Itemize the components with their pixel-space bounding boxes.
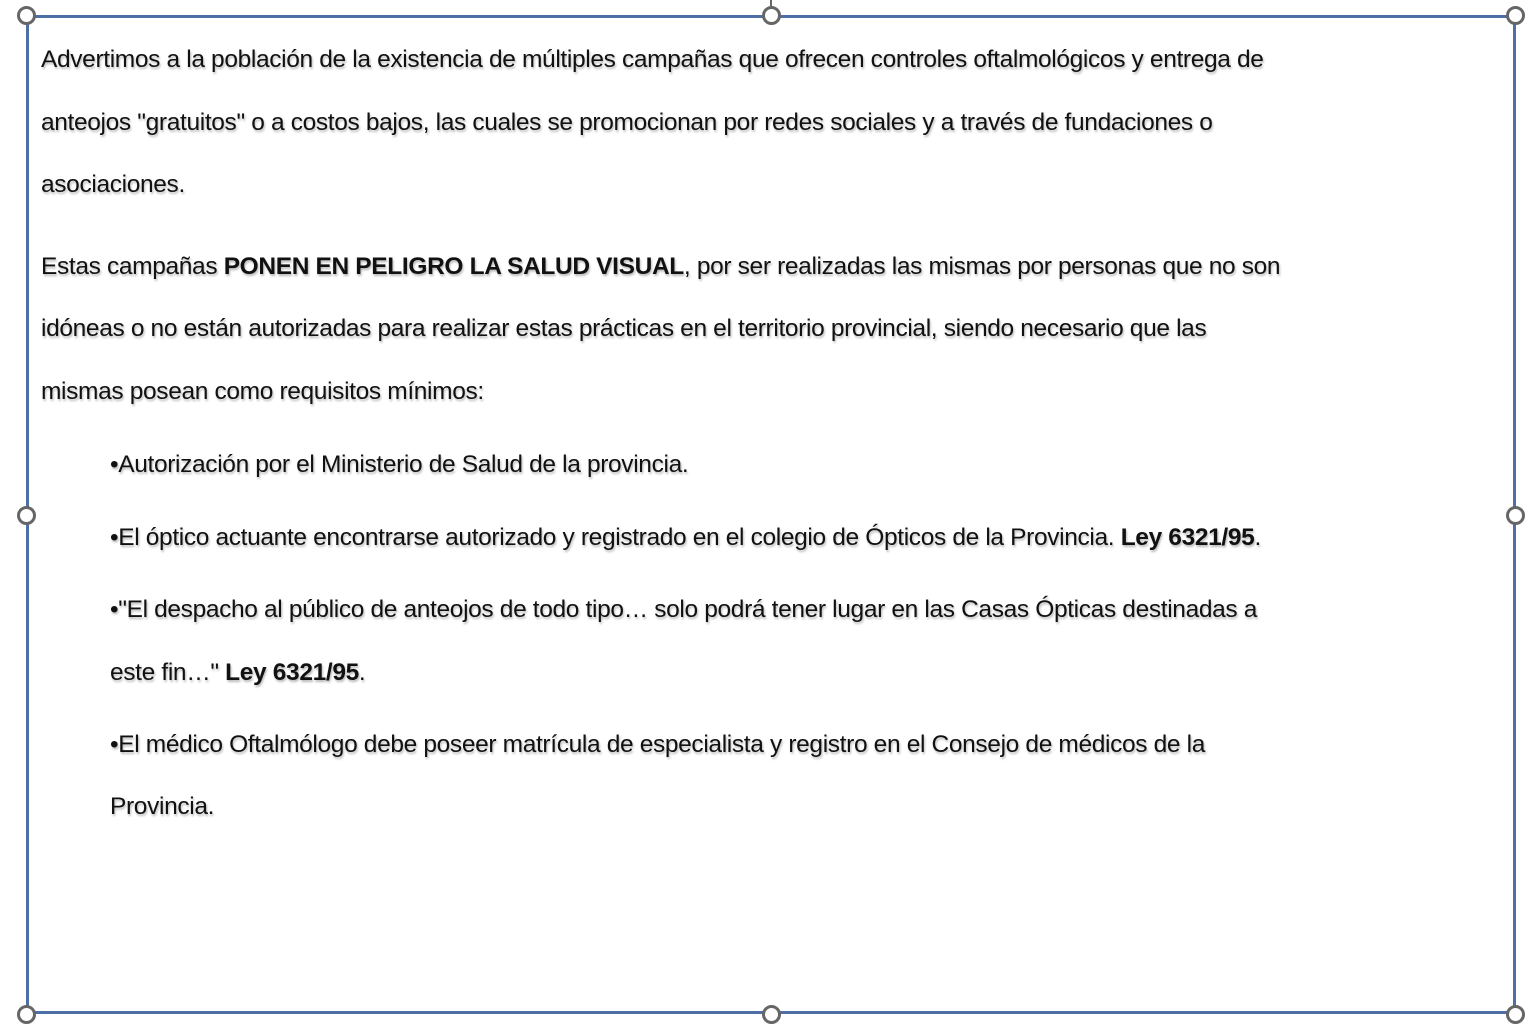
law-reference: Ley 6321/95 (1120, 524, 1255, 551)
text-line (41, 252, 1280, 282)
resize-handle-bottom-left[interactable] (17, 1005, 36, 1024)
resize-handle-top-center[interactable] (762, 6, 781, 25)
list-item (110, 523, 1261, 553)
resize-handle-top-right[interactable] (1506, 6, 1525, 25)
text-line: Provincia. (110, 793, 215, 820)
selected-text-box[interactable] (26, 15, 1516, 1014)
resize-handle-middle-right[interactable] (1506, 506, 1525, 525)
text-run: . (1254, 524, 1261, 551)
text-run: , por ser realizadas las mismas por personas que no son (683, 253, 1281, 280)
resize-handle-bottom-right[interactable] (1506, 1005, 1525, 1024)
text-line: •"El despacho al público de anteojos de todo tipo… solo podrá tener lugar en las Casas Ópticas destinadas a (110, 596, 1258, 623)
text-run: este fin…" (110, 659, 226, 686)
text-run: . (358, 659, 366, 686)
text-line: asociaciones. (41, 171, 185, 198)
text-line: mismas posean como requisitos mínimos: (41, 378, 484, 405)
list-item: •Autorización por el Ministerio de Salud de la provincia. (110, 451, 689, 478)
resize-handle-top-left[interactable] (17, 6, 36, 25)
text-line: idóneas o no están autorizadas para realizar estas prácticas en el territorio provincial, siendo necesario que las (41, 315, 1207, 342)
resize-handle-middle-left[interactable] (17, 506, 36, 525)
text-run: Estas campañas (41, 253, 224, 280)
law-reference: Ley 6321/95 (225, 659, 359, 686)
text-line: •El médico Oftalmólogo debe poseer matrícula de especialista y registro en el Consejo de médicos de la (110, 731, 1206, 758)
emphasis-danger: PONEN EN PELIGRO LA SALUD VISUAL (223, 253, 684, 280)
text-line: Advertimos a la población de la existencia de múltiples campañas que ofrecen controles oftalmológicos y entrega de (41, 46, 1264, 73)
resize-handle-bottom-center[interactable] (762, 1005, 781, 1024)
text-line: anteojos "gratuitos" o a costos bajos, las cuales se promocionan por redes sociales y a través de fundaciones o (41, 109, 1213, 136)
text-line (110, 658, 365, 688)
text-run: •El óptico actuante encontrarse autorizado y registrado en el colegio de Ópticos de la Provincia. (110, 524, 1121, 551)
